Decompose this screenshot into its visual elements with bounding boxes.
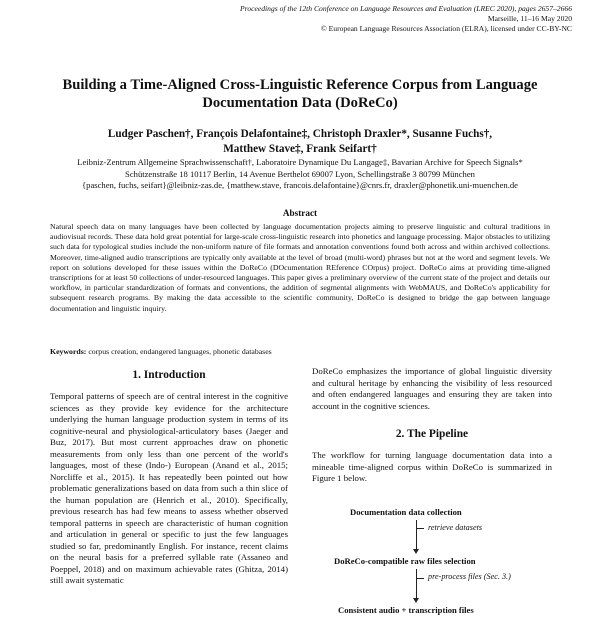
section-introduction-heading: 1. Introduction [132,369,206,381]
figure-connector-1 [416,520,417,551]
pipeline-paragraph: The workflow for turning language documentation data into a mineable time-aligned corpus within DoReCo is summarized in Figure 1 below. [312,450,552,483]
keywords [50,347,550,357]
affiliation-institutions: Leibniz-Zentrum Allgemeine Sprachwissenschaft†, Laboratoire Dynamique Du Langage‡, Bavarian Archive for Speech Signals* [77,157,523,167]
proceedings-header [152,4,572,35]
right-column [312,366,552,619]
left-column [50,366,288,587]
conference-location: Marseille, 11–16 May 2020 [487,14,572,24]
paper-title: Building a Time-Aligned Cross-Linguistic Reference Corpus from Language Documentation Data (DoReCo) [62,77,538,111]
author-list [30,127,570,157]
figure-label-preprocess: pre-process files (Sec. 3.) [428,571,511,581]
continuation-paragraph: DoReCo emphasizes the importance of global linguistic diversity and cultural heritage by enhancing the visibility of less resourced and often endangered languages and ensuring they are taken into account in the cognitive sciences. [312,366,552,411]
figure-step-raw-files: DoReCo-compatible raw files selection [334,555,476,566]
keywords-text: corpus creation, endangered languages, phonetic databases [88,347,272,356]
introduction-paragraph: Temporal patterns of speech are of central interest in the cognitive sciences as they provide key evidence for the architecture underlying the human language production system in terms of its cognitive-neural and physiological-articulatory bases (Jaeger and Buz, 2017). But most current approaches draw on phonetic measurements from only less than one percent of the world's languages, most of these (Indo-) European (Anand et al., 2015; Norcliffe et al., 2015). It has repeatedly been pointed out how problematic generalizations based on data from such a thin slice of the human population are (Henrich et al., 2010). Specifically, previous research has had few means to assess whether observed temporal patterns in speech are characteristic of human cognition and articulation in general or specific to just the few languages studied so far, predominantly English. For instance, recent claims on the neural basis for a preferred syllable rate (Assaneo and Poeppel, 2018) and on maximum achievable rates (Ghitza, 2014) still await systematic [50,391,288,585]
abstract-heading: Abstract [282,208,318,218]
authors-line-2: Matthew Stave‡, Frank Seifart† [223,143,377,155]
keywords-label: Keywords: [50,347,87,356]
affiliation-emails: {paschen, fuchs, seifart}@leibniz-zas.de, {matthew.stave, francois.delafontaine}@cnrs.fr, draxler@phonetik.uni-muenchen.de [82,180,518,191]
figure-step-consistent-files: Consistent audio + transcription files [338,604,474,615]
affiliations [20,157,580,192]
proceedings-citation: Proceedings of the 12th Conference on Language Resources and Evaluation (LREC 2020), pages 2657–2666 [240,4,572,13]
figure-connector-2 [416,569,417,600]
figure-arrow-1-icon [413,549,419,554]
section-pipeline-heading: 2. The Pipeline [395,428,469,440]
figure-step-documentation: Documentation data collection [350,506,462,517]
figure-tick-1 [416,528,424,529]
figure-arrow-2-icon [413,598,419,603]
figure-label-retrieve: retrieve datasets [428,522,483,532]
affiliation-addresses: Schützenstraße 18 10117 Berlin, 14 Avenue Berthelot 69007 Lyon, Schellingstraße 3 80799 München [125,168,475,179]
abstract-body: Natural speech data on many languages have been collected by language documentation projects aiming to preserve linguistic and cultural traditions in audiovisual records. These data hold great potential for large-scale cross-linguistic research into phonetics and language processing. Major obstacles to utilizing such data for typological studies include the non-uniform nature of file formats and annotation conventions found both across and within archived collections. Moreover, time-aligned audio transcriptions are typically only available at the level of broad (multi-word) phrases but not at the word and segment levels. We report on solutions developed for these issues within the DoReCo (DOcumentation REference COrpus) project. DoReCo aims at providing time-aligned transcriptions for at least 50 collections of under-resourced languages. This paper gives a preliminary overview of the current state of the project and details our workflow, in particular standardization of formats and conventions, the addition of segmental alignments with WebMAUS, and DoReCo's applicability for subsequent research programs. By making the data accessible to the scientific community, DoReCo is designed to bridge the gap between language documentation and linguistic inquiry. [50,222,550,313]
authors-line-1: Ludger Paschen†, François Delafontaine‡, Christoph Draxler*, Susanne Fuchs†, [107,128,493,140]
pipeline-figure [312,499,552,619]
figure-tick-2 [416,578,424,579]
copyright-notice: © European Language Resources Association (ELRA), licensed under CC-BY-NC [320,24,572,34]
